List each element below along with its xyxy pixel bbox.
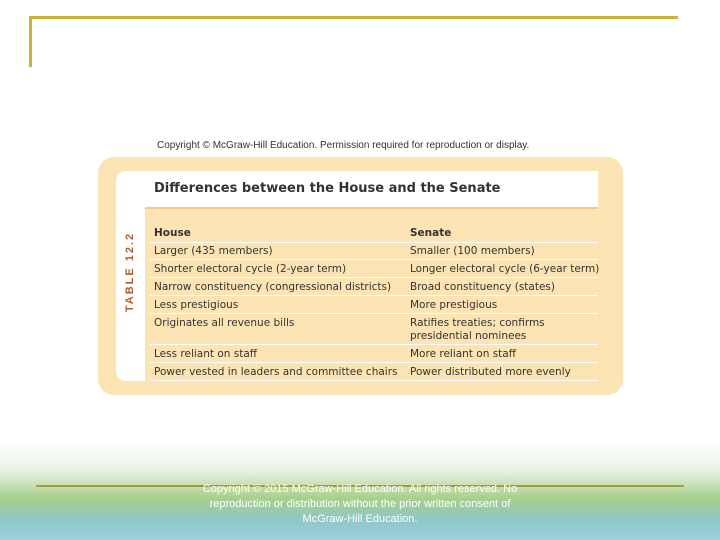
decorative-top-rule xyxy=(29,16,678,19)
column-header-senate: Senate xyxy=(410,227,452,239)
table-row xyxy=(150,278,598,296)
senate-cell: Broad constituency (states) xyxy=(410,281,555,293)
table-row xyxy=(150,296,598,314)
table-row xyxy=(150,260,598,278)
house-cell: Larger (435 members) xyxy=(154,245,273,257)
senate-cell: More reliant on staff xyxy=(410,348,516,360)
senate-cell: Longer electoral cycle (6-year term) xyxy=(410,263,600,275)
house-cell: Less reliant on staff xyxy=(154,348,258,360)
table-row xyxy=(150,363,598,381)
top-copyright-text: Copyright © McGraw-Hill Education. Permission required for reproduction or display. xyxy=(157,140,530,151)
senate-cell-line2: presidential nominees xyxy=(410,330,527,342)
senate-cell-line1: Ratifies treaties; confirms xyxy=(410,317,545,329)
house-cell: Less prestigious xyxy=(154,299,239,311)
decorative-left-rule xyxy=(29,16,32,67)
senate-cell: Power distributed more evenly xyxy=(410,366,571,378)
senate-cell: Smaller (100 members) xyxy=(410,245,535,257)
table-row xyxy=(150,345,598,363)
footer-copyright-line2: reproduction or distribution without the prior written consent of xyxy=(209,498,511,510)
table-number-label: TABLE 12.2 xyxy=(124,231,136,313)
senate-cell xyxy=(410,317,545,343)
house-cell: Power vested in leaders and committee chairs xyxy=(154,366,398,378)
house-cell: Shorter electoral cycle (2-year term) xyxy=(154,263,347,275)
footer-copyright-line3: McGraw-Hill Education. xyxy=(302,513,418,525)
table-title: Differences between the House and the Senate xyxy=(154,181,501,196)
house-cell: Narrow constituency (congressional districts) xyxy=(154,281,392,293)
column-header-house: House xyxy=(154,227,191,239)
footer-copyright xyxy=(180,482,540,527)
table-header-row xyxy=(150,224,598,243)
table-row xyxy=(150,314,598,345)
senate-cell: More prestigious xyxy=(410,299,498,311)
footer-copyright-line1: Copyright © 2015 McGraw-Hill Education. All rights reserved. No xyxy=(202,483,518,495)
house-cell: Originates all revenue bills xyxy=(154,317,295,329)
table-row xyxy=(150,242,598,260)
